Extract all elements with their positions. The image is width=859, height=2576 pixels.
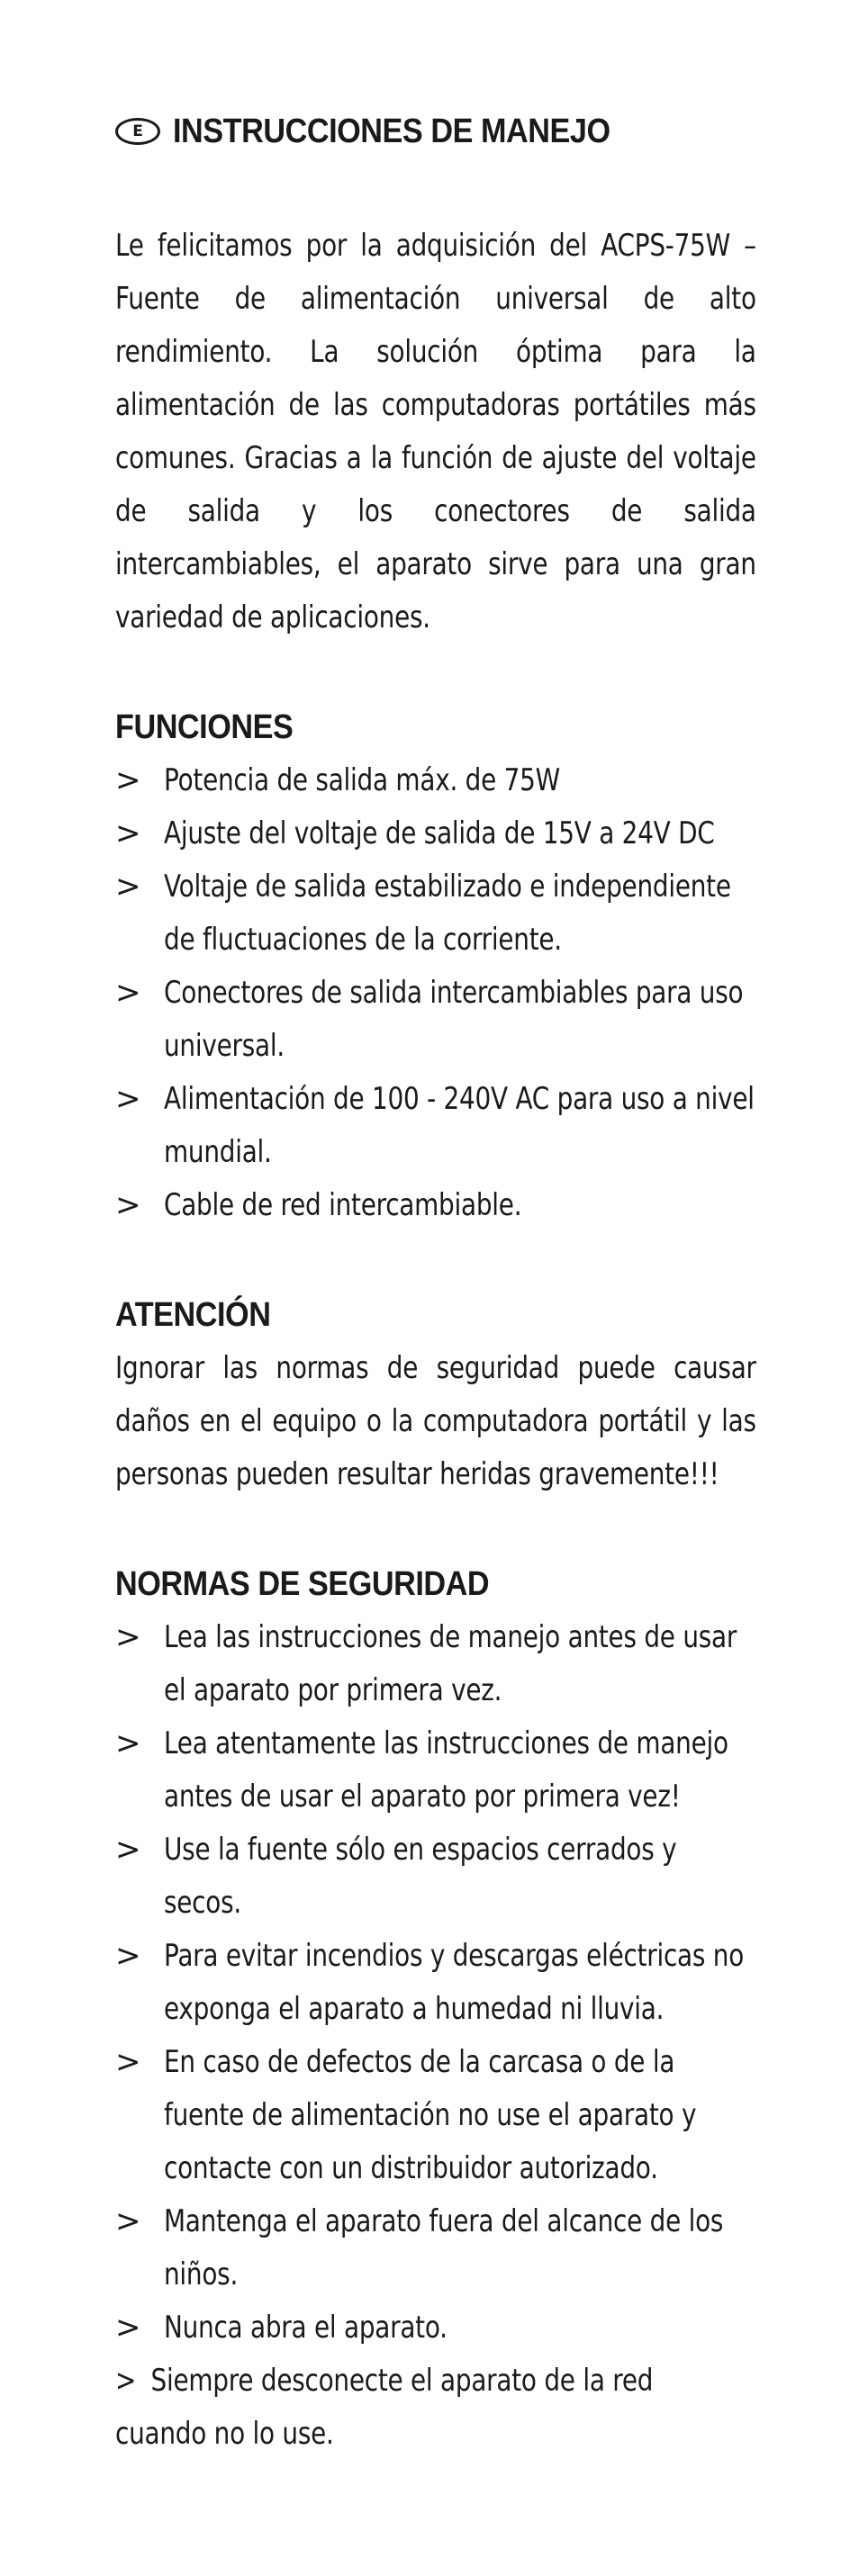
atencion-paragraph: Ignorar las normas de seguridad puede causar daños en el equipo o la computadora portátil y las personas pueden resultar heridas gravemente!!! — [115, 1350, 756, 1492]
bullet-marker: > — [115, 2363, 137, 2399]
list-item: > Nunca abra el aparato. — [115, 2301, 756, 2355]
bullet-marker: > — [115, 869, 141, 905]
page-title: INSTRUCCIONES DE MANEJO — [173, 112, 610, 150]
bullet-marker: > — [115, 762, 141, 798]
section-title-atencion: ATENCIÓN — [115, 1296, 271, 1334]
list-item: > Para evitar incendios y descargas eléctricas no exponga el aparato a humedad ni lluvia. — [115, 1930, 756, 2036]
bullet-marker: > — [115, 2203, 141, 2239]
normas-list — [115, 1611, 756, 2408]
bullet-marker: > — [115, 1619, 141, 1655]
list-item: > Lea las instrucciones de manejo antes de usar el aparato por primera vez. — [115, 1611, 756, 1717]
list-item: > Use la fuente sólo en espacios cerrados y secos. — [115, 1824, 756, 1930]
list-item-continuation: cuando no lo use. — [115, 2416, 334, 2452]
list-item: > Lea atentamente las instrucciones de manejo antes de usar el aparato por primera vez! — [115, 1717, 756, 1824]
section-title-funciones: FUNCIONES — [115, 708, 294, 746]
list-item — [115, 2355, 756, 2408]
section-title-normas: NORMAS DE SEGURIDAD — [115, 1565, 490, 1603]
language-badge: E — [115, 118, 160, 145]
list-item: > Cable de red intercambiable. — [115, 1179, 756, 1232]
section-atencion — [115, 1288, 756, 1501]
section-funciones — [115, 700, 756, 1232]
manual-page — [115, 99, 756, 2461]
list-item: > Conectores de salida intercambiables para uso universal. — [115, 967, 756, 1073]
list-item: > Voltaje de salida estabilizado e independiente de fluctuaciones de la corriente. — [115, 860, 756, 967]
bullet-marker: > — [115, 1187, 141, 1223]
list-item: > Ajuste del voltaje de salida de 15V a 24V DC — [115, 807, 756, 860]
bullet-marker: > — [115, 2310, 141, 2346]
bullet-marker: > — [115, 975, 141, 1011]
list-item-text: Siempre desconecte el aparato de la red — [150, 2363, 654, 2399]
bullet-marker: > — [115, 1938, 141, 1974]
bullet-marker: > — [115, 1725, 141, 1761]
section-normas — [115, 1557, 756, 2461]
intro-paragraph: Le felicitamos por la adquisición del ACPS-75W – Fuente de alimentación universal de alto rendimiento. La solución óptima para la alimentación de las computadoras portátiles más comunes. Gracias a la función de ajuste del voltaje de salida y los conectores de salida intercambiables, el aparato sirve para una gran variedad de aplicaciones. — [115, 228, 756, 635]
bullet-marker: > — [115, 1081, 141, 1117]
bullet-marker: > — [115, 815, 141, 851]
list-item: > Mantenga el aparato fuera del alcance de los niños. — [115, 2195, 756, 2301]
bullet-marker: > — [115, 2044, 141, 2080]
list-item: > Potencia de salida máx. de 75W — [115, 754, 756, 807]
title-row — [115, 99, 756, 164]
funciones-list — [115, 754, 756, 1232]
list-item: > Alimentación de 100 - 240V AC para uso a nivel mundial. — [115, 1073, 756, 1179]
bullet-marker: > — [115, 1832, 141, 1868]
list-item: > En caso de defectos de la carcasa o de la fuente de alimentación no use el aparato y contacte con un distribuidor autorizado. — [115, 2036, 756, 2195]
